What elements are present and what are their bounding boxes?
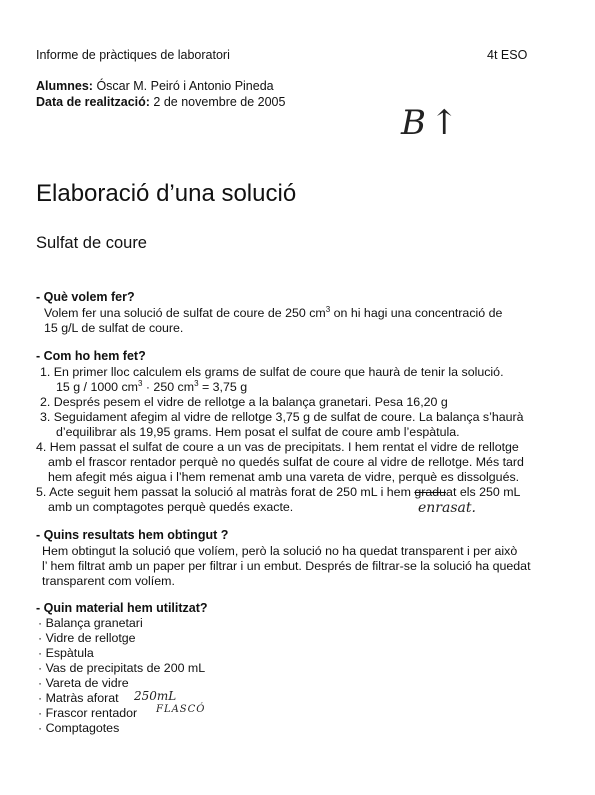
fet-line-8: hem afegit més aigua i l’hem remenat amb una vareta de vidre, perquè es dissolgués. bbox=[48, 470, 520, 484]
resultats-line-2: l’ hem filtrat amb un paper per filtrar i un embut. Després de filtrar-se la solució ha quedat bbox=[42, 559, 531, 573]
grade-label: 4t ESO bbox=[487, 48, 528, 62]
students-label: Alumnes: bbox=[36, 79, 93, 93]
fet-line-9-b: at els 250 mL bbox=[446, 485, 521, 499]
date-value: 2 de novembre de 2005 bbox=[153, 95, 286, 109]
fet-line-2 bbox=[56, 380, 247, 394]
material-item: · Balança granetari bbox=[38, 616, 143, 630]
fet-formula-a: 15 g / 1000 cm bbox=[56, 380, 138, 394]
volem-line-1-b: on hi hagi una concentració de bbox=[330, 306, 503, 320]
section-heading-material: - Quin material hem utilitzat? bbox=[36, 601, 208, 615]
volem-line-1 bbox=[44, 306, 502, 320]
fet-formula-c: = 3,75 g bbox=[198, 380, 248, 394]
volem-line-1-a: Volem fer una solució de sulfat de coure de 250 cm bbox=[44, 306, 326, 320]
material-item: · Vareta de vidre bbox=[38, 676, 129, 690]
section-heading-fet: - Com ho hem fet? bbox=[36, 349, 146, 363]
students-value: Óscar M. Peiró i Antonio Pineda bbox=[96, 79, 274, 93]
section-heading-volem: - Què volem fer? bbox=[36, 290, 135, 304]
material-item: · Vas de precipitats de 200 mL bbox=[38, 661, 206, 675]
material-item: · Comptagotes bbox=[38, 721, 120, 735]
date-line bbox=[36, 95, 285, 109]
material-item: · Vidre de rellotge bbox=[38, 631, 136, 645]
handwritten-note-flasco: FLASCÓ bbox=[156, 704, 206, 715]
volem-sup: 3 bbox=[325, 304, 331, 314]
fet-line-5: d’equilibrar als 19,95 grams. Hem posat el sulfat de coure amb l’espàtula. bbox=[56, 425, 460, 439]
fet-formula-b: · 250 cm bbox=[142, 380, 195, 394]
fet-line-7: amb el frascor rentador perquè no quedés sulfat de coure al vidre de rellotge. Més tard bbox=[48, 455, 524, 469]
material-item: · Frascor rentador bbox=[38, 706, 138, 720]
report-title: Informe de pràctiques de laboratori bbox=[36, 48, 230, 62]
handwritten-note-enrasat: enrasat. bbox=[418, 500, 476, 516]
material-item: · Matràs aforat bbox=[38, 691, 119, 705]
fet-line-9-a: 5. Acte seguit hem passat la solució al matràs forat de 250 mL i hem bbox=[36, 485, 415, 499]
date-label: Data de realització: bbox=[36, 95, 150, 109]
fet-line-6: 4. Hem passat el sulfat de coure a un vas de precipitats. I hem rentat el vidre de rellotge bbox=[36, 440, 519, 454]
fet-line-10: amb un comptagotes perquè quedés exacte. bbox=[48, 500, 294, 514]
material-item: · Espàtula bbox=[38, 646, 94, 660]
fet-formula-sup2: 3 bbox=[194, 378, 199, 388]
fet-line-3: 2. Després pesem el vidre de rellotge a la balança granetari. Pesa 16,20 g bbox=[40, 395, 448, 409]
section-heading-resultats: - Quins resultats hem obtingut ? bbox=[36, 528, 229, 542]
students-line bbox=[36, 79, 274, 93]
page-title: Elaboració d’una solució bbox=[36, 180, 297, 207]
volem-line-2: 15 g/L de sulfat de coure. bbox=[44, 321, 184, 335]
fet-formula-sup1: 3 bbox=[137, 378, 143, 388]
fet-line-1: 1. En primer lloc calculem els grams de sulfat de coure que haurà de tenir la solució. bbox=[40, 365, 504, 379]
fet-line-4: 3. Seguidament afegim al vidre de rellotge 3,75 g de sulfat de coure. La balança s’haurà bbox=[40, 410, 524, 424]
fet-line-9 bbox=[36, 485, 520, 499]
fet-line-9-strike: gradu bbox=[414, 485, 447, 499]
resultats-line-3: transparent com volíem. bbox=[42, 574, 175, 588]
page-subtitle: Sulfat de coure bbox=[36, 234, 147, 252]
handwritten-note-250ml: 250mL bbox=[134, 689, 177, 703]
handwritten-grade-mark: B↑ bbox=[401, 103, 463, 143]
resultats-line-1: Hem obtingut la solució que volíem, però la solució no ha quedat transparent i per això bbox=[42, 544, 518, 558]
